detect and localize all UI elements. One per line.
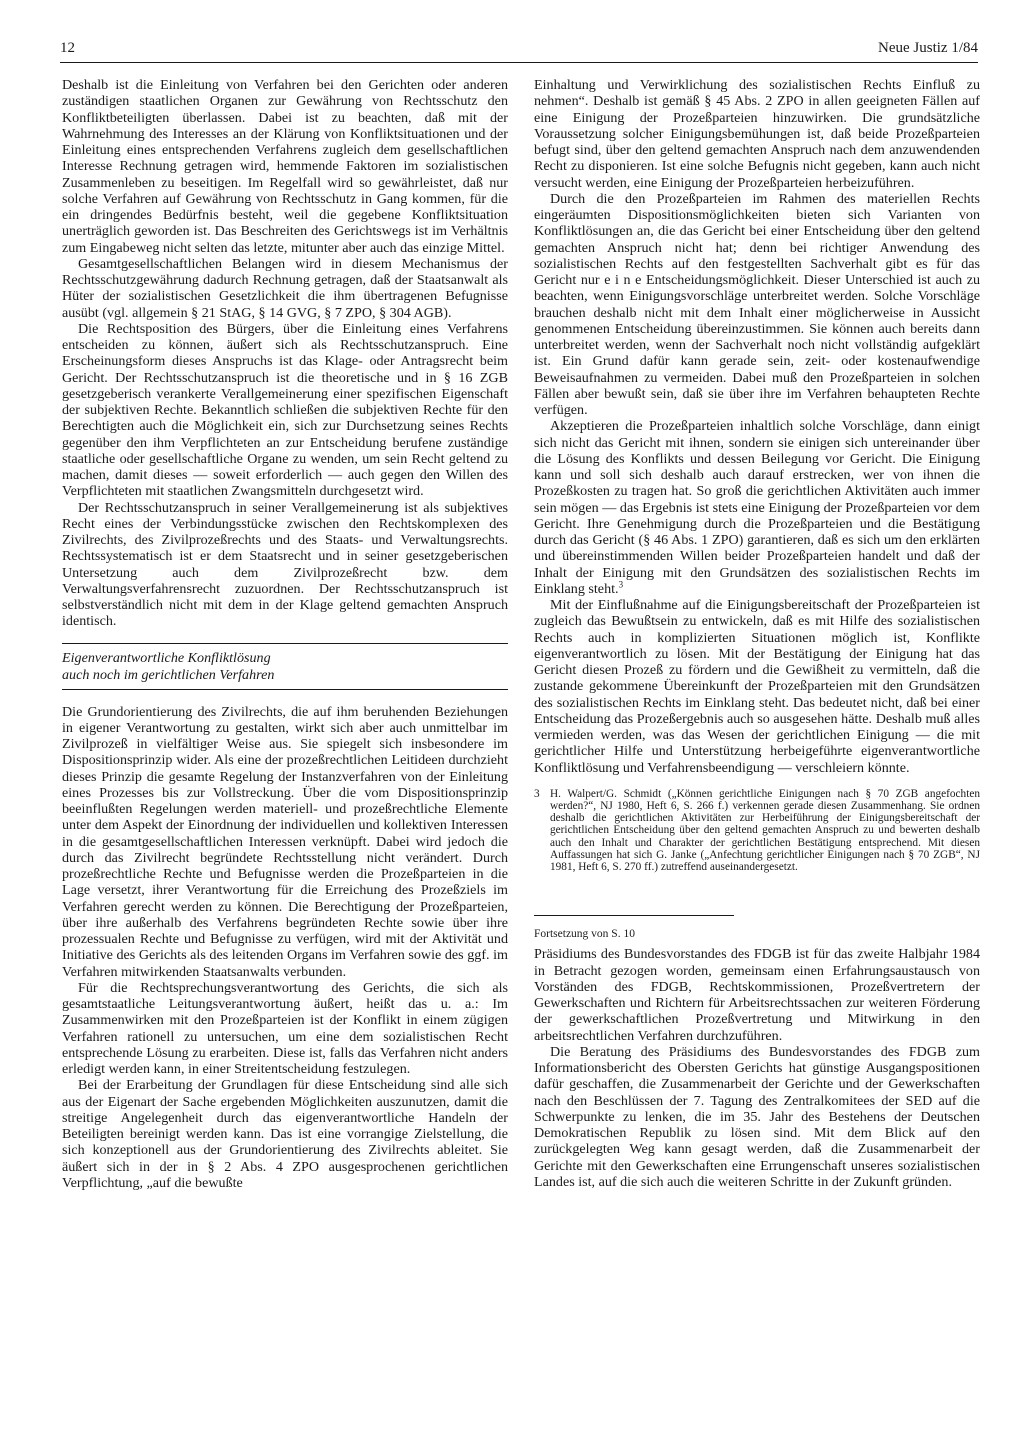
paragraph: Gesamtgesellschaftlichen Belangen wird in diesem Mechanismus der Rechtsschutzgewährung dadurch Rechnung getragen, daß der Staatsanwalt als Hüter der sozialistischen Gesetzlichkeit die ihm übertragenen Befugnisse ausübt (vgl. allgemein § 21 StAG, § 14 GVG, § 7 ZPO, § 304 AGB). [62,255,508,321]
continuation-rule [534,915,734,916]
footnote-text: H. Walpert/G. Schmidt („Können gerichtliche Einigungen nach § 70 ZGB angefochten werden?“, NJ 1980, Heft 6, S. 266 f.) verkennen gerade diesen Zusammenhang. Sie ordnen deshalb die gerichtlichen Aktivitäten zur Herbeiführung der Einigungsbereitschaft der gerichtlichen Entscheidung über den geltend gemachten Anspruch zu und bewerten deshalb auch den Inhalt und Charakter der gerichtlichen Bestätigung entsprechend. Mit diesen Auffassungen hat sich G. Janke („Anfechtung gerichtlicher Einigungen nach § 70 ZGB“, NJ 1981, Heft 6, S. 270 ff.) zutreffend auseinandergesetzt. [550,787,980,873]
running-title: Neue Justiz 1/84 [878,40,978,56]
left-column [62,77,508,1191]
paragraph-text: Akzeptieren die Prozeßparteien inhaltlich solche Vorschläge, dann einigt sich nicht das Gericht mit ihnen, sondern sie einigen sich untereinander über die Lösung des Konflikts und dessen Beilegung vor Gericht. Die Einigung kann und soll sich deshalb auch darauf erstrecken, wer von ihnen die Prozeßkosten zu tragen hat. So groß die gerichtlichen Aktivitäten auch immer sein mögen — das Ergebnis ist stets eine Einigung der Prozeßparteien vor dem Gericht. Ihre Genehmigung durch die Prozeßparteien und die Bestätigung durch das Gericht (§ 46 Abs. 1 ZPO) garantieren, daß es sich um den erklärten und übereinstimmenden Willen beider Prozeßparteien handelt und daß der Inhalt der Einigung mit den Grundsätzen des sozialistischen Rechts im Einklang steht. [534,418,980,597]
header-rule [60,62,978,63]
section-heading-box [62,643,508,690]
paragraph: Die Grundorientierung des Zivilrechts, die auf ihm beruhenden Beziehungen in eigener Verantwortung zu gestalten, wirkt sich aber auch unmittelbar im Zivilprozeß in vielfältiger Weise aus. Sie spiegelt sich insbesondere im Dispositionsprinzip wider. Als eine der prozeßrechtlichen Leitideen durchzieht dieses Prinzip die gesamte Regelung der Instanzverfahren von der Einleitung eines Prozesses bis zur Vollstreckung. Über die vom Dispositionsprinzip beeinflußten Regelungen werden materiell- und prozeßrechtliche Elemente unter dem Aspekt der Einordnung der individuellen und kollektiven Interessen in die gesamtgesellschaftlichen Interessen verknüpft. Dabei wird jedoch die durch das Zivilrecht begründete Rechtsstellung nicht verändert. Durch prozeßrechtliche Rechte und Befugnisse werden die Prozeßparteien in die Lage versetzt, ihrer Verantwortung für die Erreichung des Prozeßziels im Verfahren gerecht werden zu können. Die Berechtigung der Prozeßparteien, über ihre außerhalb des Verfahrens begründeten Rechte sowie über ihre prozessualen Rechte und Befugnisse zu verfügen, wird mit der Aktivität und Initiative des Gerichts als des leitenden Organs im Verfahren sowie des ggf. im Verfahren mitwirkenden Staatsanwalts verbunden. [62,703,508,980]
paragraph: Die Rechtsposition des Bürgers, über die Einleitung eines Verfahrens entscheiden zu können, äußert sich als Rechtsschutzanspruch. Eine Erscheinungsform dieses Anspruchs ist das Klage- oder Antragsrecht beim Gericht. Der Rechtsschutzanspruch ist die theoretische und in § 16 ZGB gesetzgeberisch verankerte Verallgemeinerung einer spezifischen Eigenschaft der subjektiven Rechte. Bekanntlich schließen die subjektiven Rechte für den Berechtigten auch die Möglichkeit ein, sich zur Durchsetzung seines Rechts gegenüber den ihm Verpflichteten an zur Entscheidung berufene zuständige staatliche oder gesellschaftliche Organe zu wenden, um sein Recht geltend zu machen, damit dieses — soweit erforderlich — auch gegen den Willen des Verpflichteten mit staatlichen Zwangsmitteln durchgesetzt wird. [62,320,508,500]
paragraph: Deshalb ist die Einleitung von Verfahren bei den Gerichten oder anderen zuständigen staatlichen Organen zur Gewährung von Rechtsschutz den Konfliktbeteiligten überlassen. Dabei ist zu beachten, daß mit der Wahrnehmung des Interesses an der Klärung von Konfliktsituationen und der Einleitung eines entsprechenden Verfahrens zugleich dem gesellschaftlichen Interesse Rechnung getragen wird, hemmende Faktoren im sozialistischen Zusammenleben zu beseitigen. Im Regelfall wird so gewährleistet, daß nur solche Verfahren auf Gewährung von Rechtsschutz in Gang kommen, für die ein dringendes Bedürfnis besteht, weil die gegebene Konfliktsituation unerträglich geworden ist. Das Beschreiten des Gerichtswegs ist im Verhältnis zum Eingabeweg nicht selten das letzte, mitunter aber auch das einzige Mittel. [62,77,508,256]
paragraph: Die Beratung des Präsidiums des Bundesvorstandes des FDGB zum Informationsbericht des Obersten Gerichts hat günstige Ausgangspositionen dafür geschaffen, die Zusammenarbeit der Gerichte und der Gewerkschaften nach den Beschlüssen der 7. Tagung des Zentralkomitees der SED auf die Schwerpunkte zu lenken, die im 35. Jahr des Bestehens der Deutschen Demokratischen Republik zu lösen sind. Mit dem Blick auf den zurückgelegten Weg kann gesagt werden, daß die Zusammenarbeit der Gerichte mit den Gewerkschaften eine Errungenschaft unseres sozialistischen Landes ist, auf die sich auch die weiteren Schritte in der Zukunft gründen. [534,1043,980,1190]
footnote [534,788,980,873]
right-column [534,77,980,1190]
paragraph: Präsidiums des Bundesvorstandes des FDGB ist für das zweite Halbjahr 1984 in Betracht gezogen worden, gemeinsam einen Erfahrungsaustausch von Vorständen des FDGB, Rechtskommissionen, Prozeßvertretern der Gewerkschaften und Richtern für Arbeitsrechtssachen zur weiteren Förderung der gewerkschaftlichen Prozeßvertretung und Mitwirkung in den arbeitsrechtlichen Verfahren durchzuführen. [534,946,980,1044]
paragraph: Der Rechtsschutzanspruch in seiner Verallgemeinerung ist als subjektives Recht eines der Verbindungsstücke zwischen den Rechtskomplexen des Zivilrechts, des Zivilprozeßrechts und des Staats- und Verwaltungsrechts. Rechtssystematisch ist er dem Staatsrecht und in seiner gesetzgeberischen Untersetzung auch dem Zivilprozeßrecht bzw. dem Verwaltungsverfahrensrecht zuzuordnen. Der Rechtsschutzanspruch ist selbstverständlich nicht mit dem in der Klage geltend gemachten Anspruch identisch. [62,499,508,630]
paragraph: Einhaltung und Verwirklichung des sozialistischen Rechts Einfluß zu nehmen“. Deshalb ist gemäß § 45 Abs. 2 ZPO in allen geeigneten Fällen auf eine Einigung der Prozeßparteien hinzuwirken. Die grundsätzliche Voraussetzung solcher Einigungsbemühungen ist, daß beide Prozeßparteien befugt sind, über den geltend gemachten Anspruch nach dem anzuwendenden Recht zu disponieren. Ist eine solche Befugnis nicht gegeben, kann auch nicht versucht werden, eine Einigung der Prozeßparteien herbeizuführen. [534,77,980,191]
paragraph: Bei der Erarbeitung der Grundlagen für diese Entscheidung sind alle sich aus der Eigenart der Sache ergebenden Möglichkeiten auszunutzen, damit die streitige Angelegenheit durch das eigenverantwortliche Handeln der Beteiligten bereinigt werden kann. Das ist eine vorrangige Zielstellung, die sich konzeptionell aus der Grundorientierung des Zivilrechts ableitet. Sie äußert sich in der in § 2 Abs. 4 ZPO ausgesprochenen gerichtlichen Verpflichtung, „auf die bewußte [62,1077,508,1191]
paragraph [534,418,980,597]
section-heading-line: Eigenverantwortliche Konfliktlösung [62,649,271,666]
section-heading-line: auch noch im gerichtlichen Verfahren [62,666,275,683]
page-number: 12 [60,40,75,56]
continuation-label: Fortsetzung von S. 10 [534,928,635,941]
paragraph: Durch die den Prozeßparteien im Rahmen des materiellen Rechts eingeräumten Dispositionsmöglichkeiten bieten sich Varianten von Konfliktlösungen an, die das Gericht bei einer Entscheidung über den geltend gemachten Anspruch nicht hat; denn bei richtiger Anwendung des sozialistischen Rechts auf den festgestellten Sachverhalt gibt es für das Gericht nur e i n e Entscheidungsmöglichkeit. Dieser Unterschied ist auch zu beachten, wenn Einigungsvorschläge unterbreitet werden. Solche Vorschläge brauchen deshalb nicht mit dem Inhalt einer möglicherweise in Aussicht genommenen Entscheidung übereinzustimmen. Sie können auch bereits dann unterbreitet werden, wenn der Sachverhalt noch nicht vollständig aufgeklärt ist. Ein Grund dafür kann gerade sein, zeit- oder kostenaufwendige Beweisaufnahmen zu vermeiden. Dabei muß den Prozeßparteien in solchen Fällen aber bewußt sein, daß sie über ihre im Verfahren behaupteten Rechte verfügen. [534,190,980,418]
footnote-entry [534,788,980,873]
paragraph: Mit der Einflußnahme auf die Einigungsbereitschaft der Prozeßparteien ist zugleich das Bewußtsein zu entwickeln, daß es mit Hilfe des sozialistischen Rechts auch in komplizierten Situationen möglich ist, Konflikte eigenverantwortlich zu lösen. Mit der Bestätigung der Einigung hat das Gericht diesen Prozeß zu fördern und die Gewißheit zu vermitteln, daß die zustande gekommene Übereinkunft der Prozeßparteien mit den Grundsätzen des sozialistischen Rechts im Einklang steht. Das bedeutet nicht, daß bei einer Entscheidung das Prozeßergebnis auch so ausgesehen hätte. Deshalb muß alles vermieden werden, was das Wesen der gerichtlichen Einigung — die mit gerichtlicher Hilfe und Unterstützung herbeigeführte eigenverantwortliche Konfliktlösung und Verfahrensbeendigung — verschleiern könnte. [534,597,980,776]
footnote-number: 3 [534,787,540,800]
paragraph: Für die Rechtsprechungsverantwortung des Gerichts, die sich als gesamtstaatliche Leitungsverantwortung äußert, heißt das u. a.: Im Zusammenwirken mit den Prozeßparteien ist der Konflikt in einem zügigen Verfahren rationell zu untersuchen, um eine dem sozialistischen Recht entsprechende Lösung zu erarbeiten. Diese ist, falls das Verfahren nicht anders erledigt werden kann, in einer Streitentscheidung festzulegen. [62,979,508,1077]
footnote-marker: 3 [618,579,624,590]
